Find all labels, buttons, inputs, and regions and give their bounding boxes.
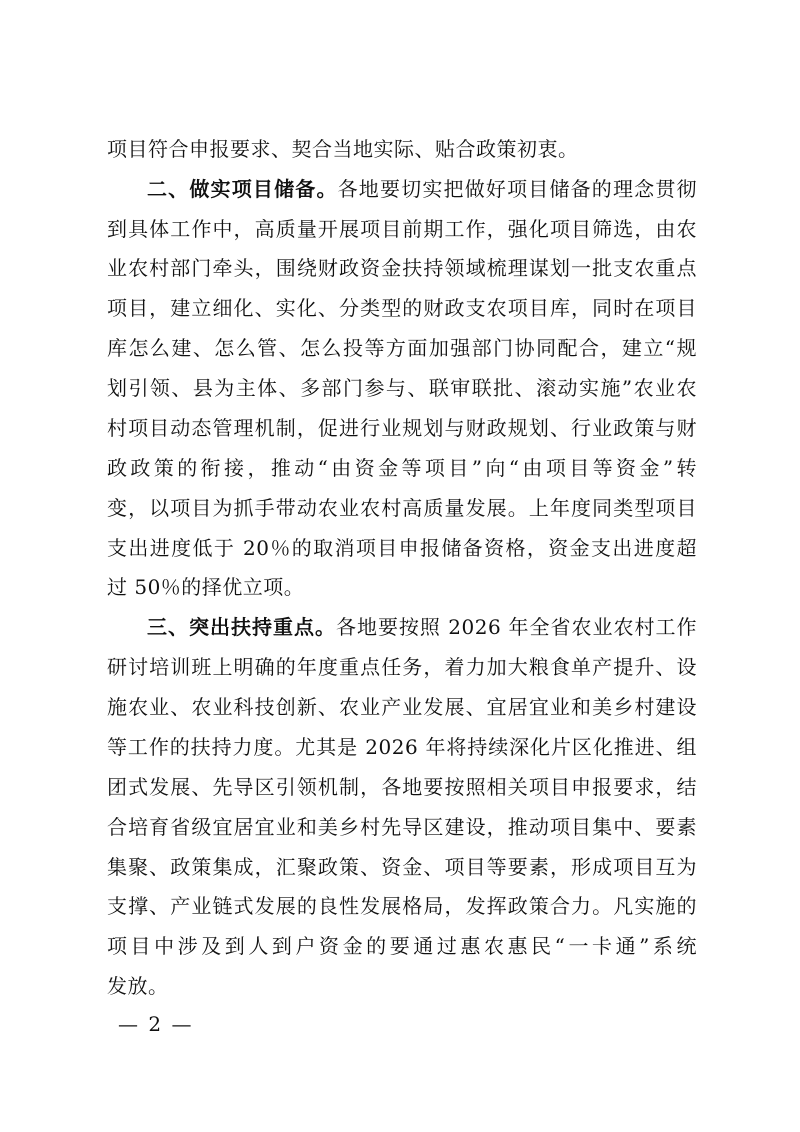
section-3-heading: 三、突出扶持重点。 (147, 615, 336, 639)
paragraph-line: 库怎么建、怎么管、怎么投等方面加强部门协同配合，建立“规 (107, 336, 697, 360)
paragraph-line: 支出进度低于 20％的取消项目申报储备资格，资金支出进度超 (107, 536, 697, 560)
section-2-first-line (147, 177, 697, 201)
paragraph-line: 团式发展、先导区引领机制，各地要按照相关项目申报要求，结 (107, 775, 697, 799)
paragraph-line: 划引领、县为主体、多部门参与、联审联批、滚动实施”农业农 (107, 376, 697, 400)
page-number: — 2 — (118, 1012, 194, 1036)
paragraph-line: 研讨培训班上明确的年度重点任务，着力加大粮食单产提升、设 (107, 655, 697, 679)
paragraph-line: 等工作的扶持力度。尤其是 2026 年将持续深化片区化推进、组 (107, 735, 697, 759)
paragraph-line: 村项目动态管理机制，促进行业规划与财政规划、行业政策与财 (107, 416, 697, 440)
paragraph-line: 项目符合申报要求、契合当地实际、贴合政策初衷。 (107, 137, 579, 161)
paragraph-line: 项目中涉及到人到户资金的要通过惠农惠民“一卡通”系统 (107, 934, 697, 958)
paragraph-line: 过 50％的择优立项。 (107, 575, 305, 599)
section-2-heading: 二、做实项目储备。 (147, 177, 338, 201)
paragraph-line: 政政策的衔接，推动“由资金等项目”向“由项目等资金”转 (107, 456, 697, 480)
paragraph-line: 业农村部门牵头，围绕财政资金扶持领域梳理谋划一批支农重点 (107, 256, 697, 280)
paragraph-line: 项目，建立细化、实化、分类型的财政支农项目库，同时在项目 (107, 296, 697, 320)
paragraph-line: 到具体工作中，高质量开展项目前期工作，强化项目筛选，由农 (107, 217, 697, 241)
paragraph-line: 变，以项目为抓手带动农业农村高质量发展。上年度同类型项目 (107, 496, 697, 520)
paragraph-line: 发放。 (107, 974, 169, 998)
paragraph-line: 支撑、产业链式发展的良性发展格局，发挥政策合力。凡实施的 (107, 894, 697, 918)
paragraph-line: 集聚、政策集成，汇聚政策、资金、项目等要素，形成项目互为 (107, 855, 697, 879)
section-3-first-line (147, 615, 697, 639)
paragraph-line: 合培育省级宜居宜业和美乡村先导区建设，推动项目集中、要素 (107, 815, 697, 839)
paragraph-line: 施农业、农业科技创新、农业产业发展、宜居宜业和美乡村建设 (107, 695, 697, 719)
paragraph-text: 各地要按照 2026 年全省农业农村工作 (335, 615, 697, 639)
paragraph-text: 各地要切实把做好项目储备的理念贯彻 (337, 177, 698, 201)
